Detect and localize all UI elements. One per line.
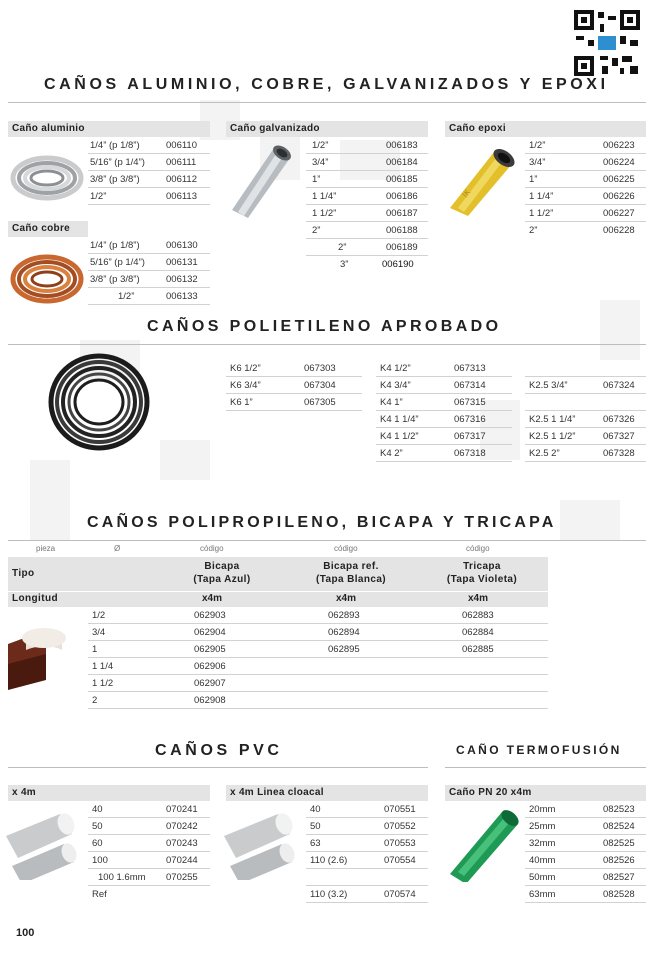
copper-coil-image [8,248,86,310]
label-codigo-1: código [200,544,224,553]
table-row: Ref [92,889,107,900]
svg-text:IK: IK [460,187,473,200]
table-row: K4 1 1/2” 067317 [376,428,512,445]
polypropylene-pipe-image [6,624,70,690]
divider [445,767,646,768]
table-row: 3/4” 006184 [306,154,428,171]
table-row: 3/4” 006224 [525,154,646,171]
aluminum-coil-image [8,148,86,208]
epoxi-pipe-image [444,142,526,216]
table-row: 1 1/4” 006226 [525,188,646,205]
table-row: K4 2” 067318 [376,445,512,462]
table-row: 1 1/4” 006186 [306,188,428,205]
page-number: 100 [16,927,35,939]
section-title-termofusion: CAÑO TERMOFUSIÓN [456,743,622,757]
galvanized-pipe-image [224,140,304,218]
table-row: 40 070241 [88,801,210,818]
table-row: 1/2” 006113 [88,188,210,205]
label-codigo-2: código [334,544,358,553]
table-row: K4 1/2” 067313 [376,360,512,377]
table-row: 25mm 082524 [525,818,646,835]
table-row: 50 070552 [306,818,428,835]
section-title-aluminio: CAÑOS ALUMINIO, COBRE, GALVANIZADOS Y EPOXI [44,76,609,93]
section-title-pvc: CAÑOS PVC [155,742,283,759]
table-row [525,360,646,377]
table-row: 3” 006190 [340,259,414,270]
table-row: K4 3/4” 067314 [376,377,512,394]
pp-col-bicapa: Bicapa (Tapa Azul) [193,561,251,585]
pvc-pipe-image [6,806,86,880]
termofusion-header: Caño PN 20 x4m [445,785,646,801]
table-row: 100 070244 [88,852,210,869]
divider [8,344,646,345]
section-title-polipropileno: CAÑOS POLIPROPILENO, BICAPA Y TRICAPA [87,514,557,531]
table-row: 3/8” (p 3/8”) 006132 [88,271,210,288]
pvc-cloacal-pipe-image [224,806,304,880]
pp-len-2: x4m [336,593,357,604]
epoxi-header: Caño epoxi [445,121,646,137]
section-title-polietileno: CAÑOS POLIETILENO APROBADO [147,318,502,335]
galvanizado-header: Caño galvanizado [226,121,428,137]
table-row: 1” 006225 [525,171,646,188]
divider [8,102,646,103]
pp-len-3: x4m [468,593,489,604]
table-row: 2” 006189 [306,239,428,256]
table-row: 3/4 062904 062894 062884 [88,624,548,641]
table-row: K2.5 1 1/4” 067326 [525,411,646,428]
table-row: 5/16” (p 1/4”) 006111 [88,154,210,171]
table-row: 63mm 082528 [525,886,646,903]
table-row: 1/2” 006223 [525,137,646,154]
table-row: 1/4” (p 1/8”) 006130 [88,237,210,254]
table-row: 1/4” (p 1/8”) 006110 [88,137,210,154]
table-row: K2.5 1 1/2” 067327 [525,428,646,445]
pp-col-bicapa-ref: Bicapa ref. (Tapa Blanca) [315,561,387,585]
table-row: 1/2” 006183 [306,137,428,154]
pp-tipo-label: Tipo [12,568,35,579]
table-row: 20mm 082523 [525,801,646,818]
table-row: 110 (2.6) 070554 [306,852,428,869]
table-row: 50mm 082527 [525,869,646,886]
table-row: 2” 006188 [306,222,428,239]
divider [8,540,646,541]
pp-col-tricapa: Tricapa (Tapa Violeta) [446,561,518,585]
table-row: K6 3/4” 067304 [226,377,362,394]
label-codigo-3: código [466,544,490,553]
table-row: K4 1” 067315 [376,394,512,411]
table-row: 1 1/2” 006187 [306,205,428,222]
table-row: K4 1 1/4” 067316 [376,411,512,428]
table-row: 2 062908 [88,692,548,709]
table-row: 63 070553 [306,835,428,852]
aluminio-header: Caño aluminio [8,121,210,137]
pp-length-band [8,592,548,607]
divider [8,767,428,768]
qr-code [574,10,640,76]
table-row [306,869,428,886]
cobre-header: Caño cobre [8,221,88,237]
table-row: K6 1” 067305 [226,394,362,411]
termofusion-pipe-image [446,804,524,882]
table-row: 50 070242 [88,818,210,835]
label-pieza: pieza [36,544,56,553]
table-row [525,394,646,411]
table-row: 3/8” (p 3/8”) 006112 [88,171,210,188]
pp-longitud-label: Longitud [12,593,58,604]
pvc-x4m-header: x 4m [8,785,210,801]
table-row: 1 1/2 062907 [88,675,548,692]
table-row: 40mm 082526 [525,852,646,869]
table-row: 1 1/2” 006227 [525,205,646,222]
pvc-cloacal-header: x 4m Linea cloacal [226,785,428,801]
table-row: K2.5 2” 067328 [525,445,646,462]
table-row: 110 (3.2) 070574 [306,886,428,903]
label-diameter: Ø [114,544,121,553]
table-row: 60 070243 [88,835,210,852]
table-row: 1/2” 006133 [88,288,210,305]
table-row: 1 1/4 062906 [88,658,548,675]
table-row: K2.5 3/4” 067324 [525,377,646,394]
table-row: K6 1/2” 067303 [226,360,362,377]
table-row: 32mm 082525 [525,835,646,852]
pp-len-1: x4m [202,593,223,604]
table-row: 2” 006228 [529,225,635,236]
table-row: 100 1.6mm 070255 [88,869,210,886]
table-row: 5/16” (p 1/4”) 006131 [88,254,210,271]
polyethylene-coil-image [46,350,152,454]
table-row: 1” 006185 [306,171,428,188]
table-row: 1 062905 062895 062885 [88,641,548,658]
table-row: 1/2 062903 062893 062883 [88,607,548,624]
table-row: 40 070551 [306,801,428,818]
